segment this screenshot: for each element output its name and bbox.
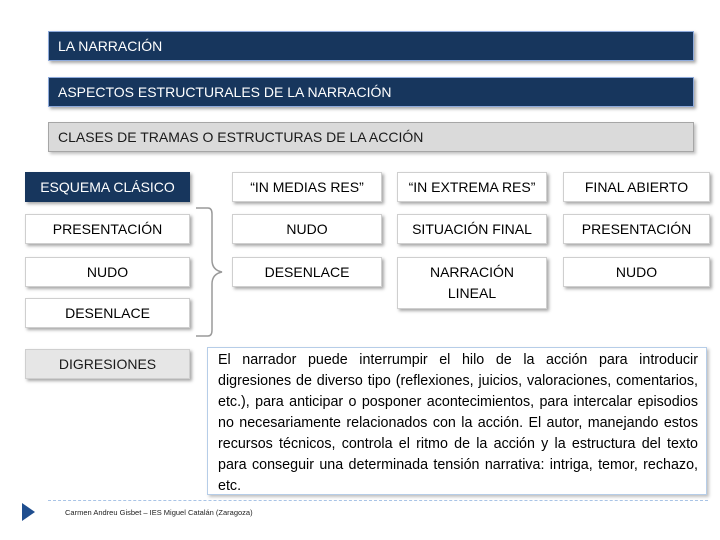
classic-presentacion: PRESENTACIÓN <box>25 214 190 244</box>
final-abierto-presentacion: PRESENTACIÓN <box>563 214 710 244</box>
extrema-res-narracion-lineal: NARRACIÓN LINEAL <box>397 257 547 309</box>
medias-res-heading: “IN MEDIAS RES” <box>232 172 382 202</box>
footer-divider <box>48 500 708 501</box>
aspects-text: ASPECTOS ESTRUCTURALES DE LA NARRACIÓN <box>58 84 392 100</box>
title-bar <box>48 31 694 61</box>
triangle-bullet-icon <box>22 503 35 521</box>
medias-res-nudo: NUDO <box>232 214 382 244</box>
title-text: LA NARRACIÓN <box>58 38 163 54</box>
classic-heading: ESQUEMA CLÁSICO <box>25 172 190 202</box>
footer-credit: Carmen Andreu Gisbet – IES Miguel Catalán (Zaragoza) <box>65 508 253 517</box>
classic-nudo: NUDO <box>25 257 190 287</box>
classes-text: CLASES DE TRAMAS O ESTRUCTURAS DE LA ACCIÓN <box>58 129 424 145</box>
digressions-box: DIGRESIONES <box>25 349 190 379</box>
extrema-res-heading: “IN EXTREMA RES” <box>397 172 547 202</box>
extrema-res-situacion-final: SITUACIÓN FINAL <box>397 214 547 244</box>
aspects-bar <box>48 77 694 107</box>
final-abierto-heading: FINAL ABIERTO <box>563 172 710 202</box>
final-abierto-nudo: NUDO <box>563 257 710 287</box>
explanation-paragraph: El narrador puede interrumpir el hilo de la acción para introducir digresiones de diverso tipo (reflexiones, juicios, valoraciones, comentarios, etc.), para anticipar o posponer acontecimientos, para intercalar episodios no necesariamente relacionados con la acción. El autor, manejando estos recursos técnicos, controla el ritmo de la acción y la estructura del texto para conseguir una determinada tensión narrativa: intriga, temor, rechazo, etc. <box>207 347 707 495</box>
brace-connector <box>190 200 230 340</box>
classes-bar <box>48 122 694 152</box>
medias-res-desenlace: DESENLACE <box>232 257 382 287</box>
classic-desenlace: DESENLACE <box>25 298 190 328</box>
